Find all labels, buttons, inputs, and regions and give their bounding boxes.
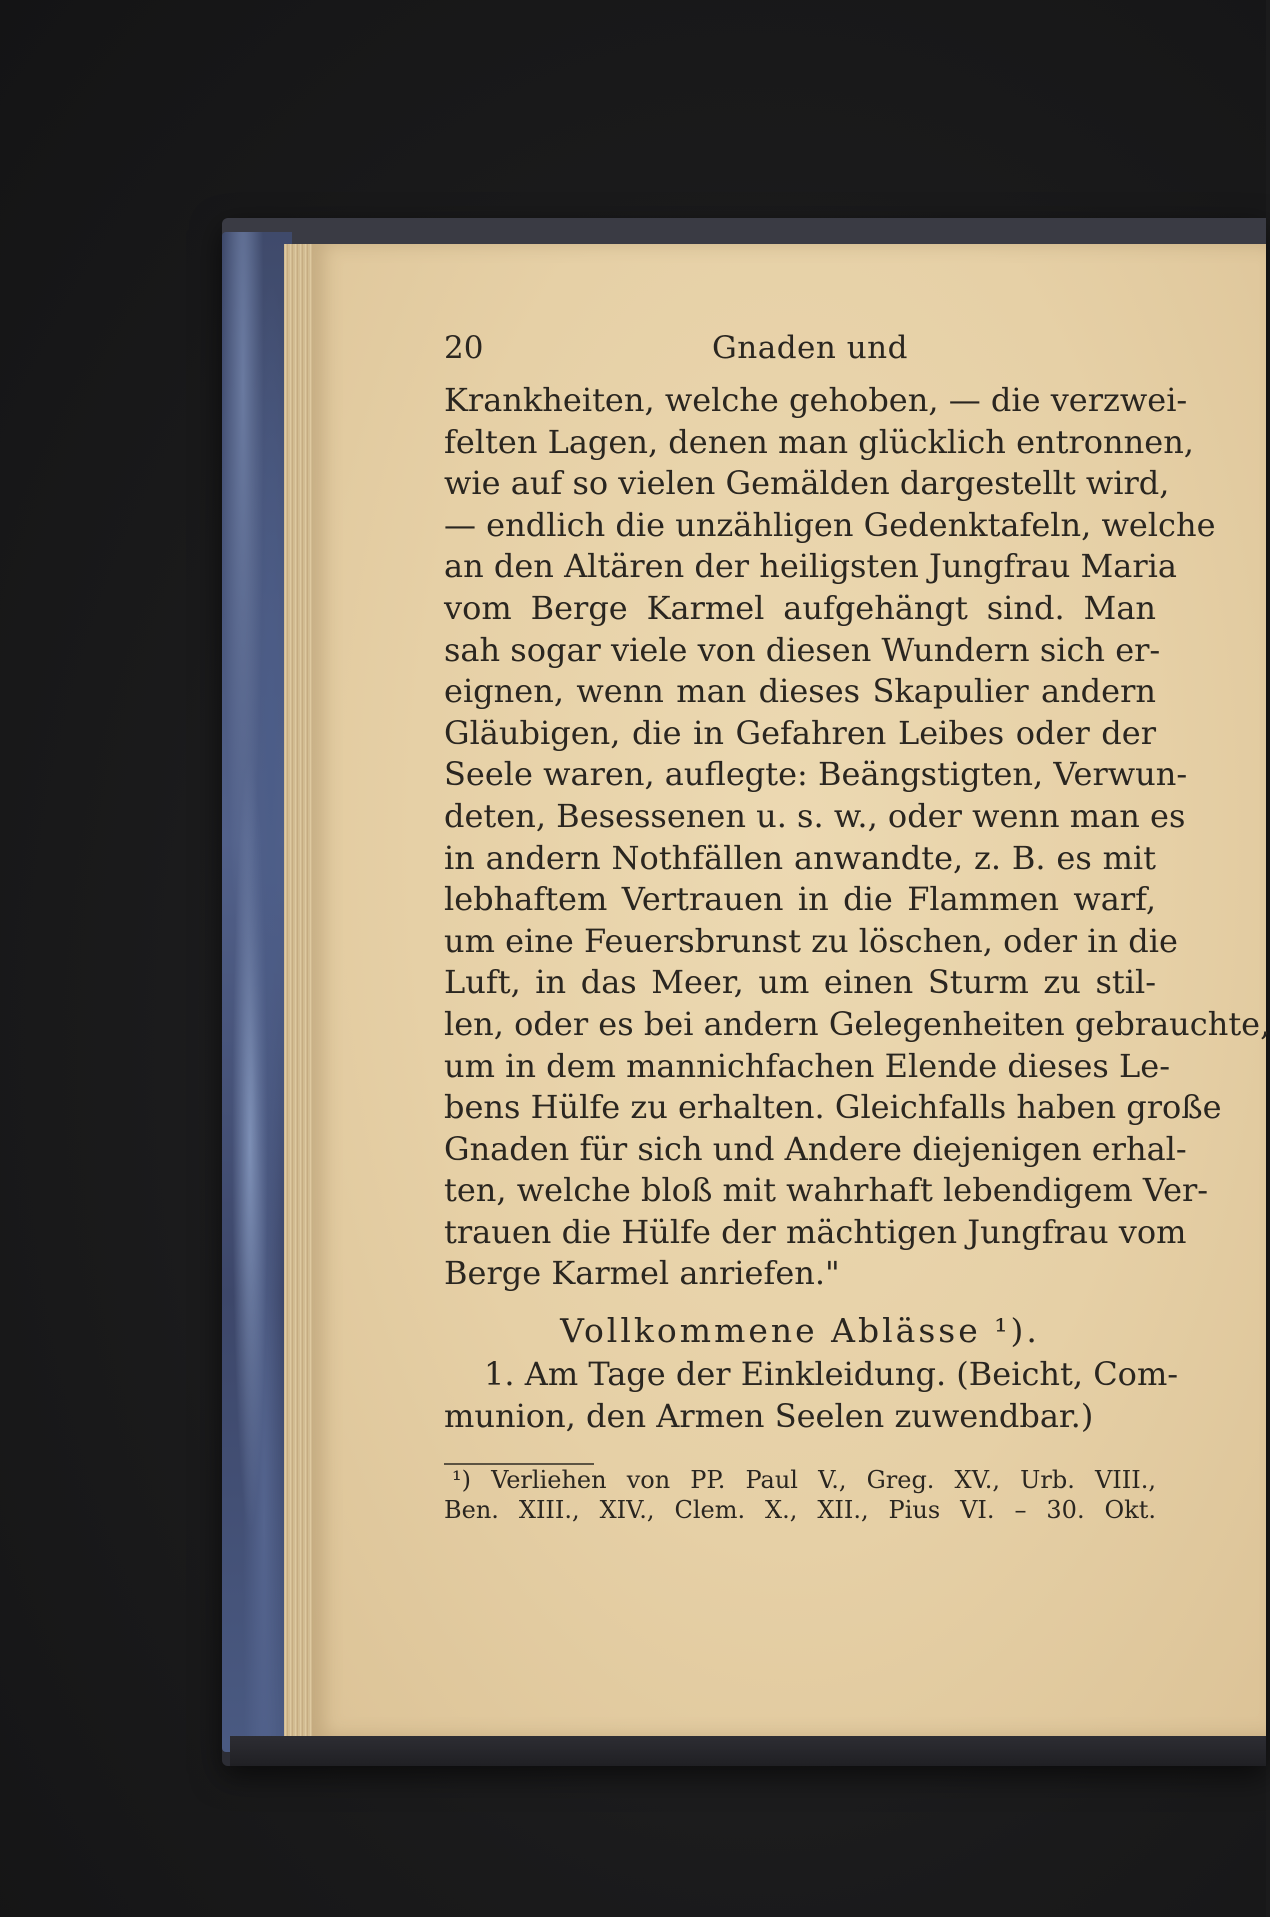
- body-line: vom Berge Karmel aufgehängt sind. Man: [444, 588, 1156, 627]
- list-item-line: munion, den Armen Seelen zuwendbar.): [444, 1397, 1094, 1436]
- body-line: wie auf so vielen Gemälden dargestellt wird,: [444, 464, 1170, 503]
- body-line: sah sogar viele von diesen Wundern sich er-: [444, 630, 1161, 669]
- list-item-line: 1. Am Tage der Einkleidung. (Beicht, Com-: [484, 1355, 1179, 1394]
- body-line: deten, Besessenen u. s. w., oder wenn man es: [444, 796, 1186, 835]
- footnote-rule: [444, 1463, 594, 1465]
- body-line: felten Lagen, denen man glücklich entronnen,: [444, 422, 1194, 461]
- footnote-line: ¹) Verliehen von PP. Paul V., Greg. XV., Urb. VIII.,: [452, 1466, 1156, 1495]
- body-line: um eine Feuersbrunst zu löschen, oder in die: [444, 921, 1178, 960]
- body-line: Luft, in das Meer, um einen Sturm zu stil-: [444, 963, 1156, 1002]
- body-text: [444, 380, 1270, 1295]
- body-line: Berge Karmel anriefen.": [444, 1254, 840, 1293]
- cover-bottom-edge: [230, 1736, 1266, 1766]
- body-line: Gnaden für sich und Andere diejenigen erhal-: [444, 1129, 1187, 1168]
- body-line: len, oder es bei andern Gelegenheiten gebrauchte,: [444, 1004, 1270, 1043]
- page-text-area: [444, 326, 1270, 1525]
- body-line: trauen die Hülfe der mächtigen Jungfrau vom: [444, 1212, 1187, 1251]
- footnote-line: Ben. XIII., XIV., Clem. X., XII., Pius VI. – 30. Okt.: [444, 1496, 1156, 1525]
- section-heading: Vollkommene Ablässe ¹).: [560, 1311, 1040, 1351]
- body-line: ten, welche bloß mit wahrhaft lebendigem Ver-: [444, 1171, 1209, 1210]
- body-line: bens Hülfe zu erhalten. Gleichfalls haben große: [444, 1088, 1222, 1127]
- body-line: Gläubigen, die in Gefahren Leibes oder der: [444, 713, 1156, 752]
- page-number: 20: [444, 330, 484, 366]
- footnote: [444, 1465, 1156, 1525]
- running-head: Gnaden und: [712, 330, 908, 366]
- body-line: eignen, wenn man dieses Skapulier andern: [444, 672, 1156, 711]
- marbled-cover-edge: [222, 232, 292, 1752]
- body-line: — endlich die unzähligen Gedenktafeln, welche: [444, 505, 1216, 544]
- page-header: [444, 326, 1156, 374]
- body-line: um in dem mannichfachen Elende dieses Le-: [444, 1046, 1170, 1085]
- body-line: an den Altären der heiligsten Jungfrau Maria: [444, 547, 1177, 586]
- body-line: Seele waren, auflegte: Beängstigten, Verwun-: [444, 755, 1188, 794]
- body-line: lebhaftem Vertrauen in die Flammen warf,: [444, 880, 1156, 919]
- body-line: in andern Nothfällen anwandte, z. B. es mit: [444, 838, 1156, 877]
- body-line: Krankheiten, welche gehoben, — die verzwei-: [444, 381, 1188, 419]
